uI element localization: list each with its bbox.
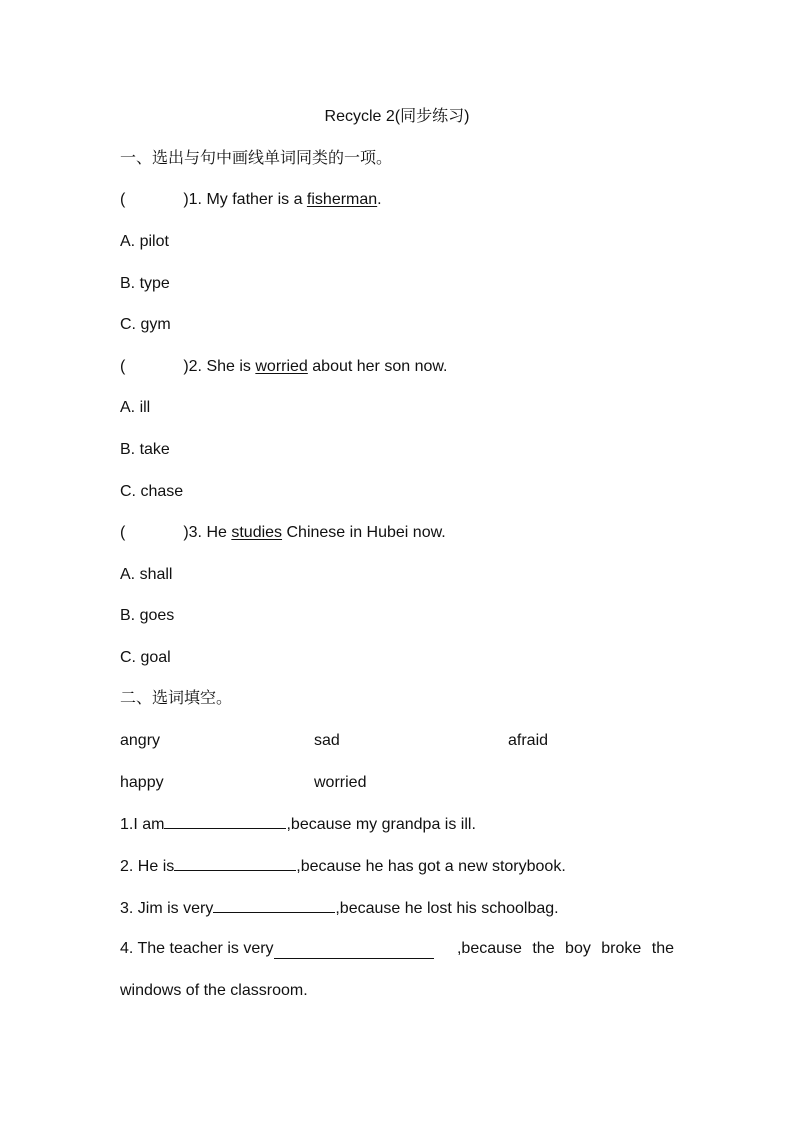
option-b: B. type xyxy=(120,275,170,292)
item-text-before: 1.I am xyxy=(120,816,165,833)
answer-blank[interactable] xyxy=(164,814,286,829)
item-text-after: ,because the boy broke the xyxy=(456,940,674,957)
question-2 xyxy=(120,357,447,377)
option-c: C. gym xyxy=(120,316,171,333)
option-b: B. take xyxy=(120,441,170,458)
underlined-word: fisherman xyxy=(306,191,378,208)
fill-item-3 xyxy=(120,898,559,919)
option-b: B. goes xyxy=(120,607,175,624)
fill-item-4 xyxy=(120,939,674,959)
item-text-before: 2. He is xyxy=(120,858,175,875)
section1-heading: 一、选出与句中画线单词同类的一项。 xyxy=(120,150,393,167)
option-c: C. chase xyxy=(120,483,184,500)
word-bank-word: angry xyxy=(120,732,161,749)
question-text: )2. She is xyxy=(183,358,256,375)
answer-blank[interactable] xyxy=(213,898,335,913)
question-text: )1. My father is a xyxy=(183,191,307,208)
item-text-after: ,because my grandpa is ill. xyxy=(286,816,476,833)
section2-heading: 二、选词填空。 xyxy=(120,690,233,707)
answer-paren-open: ( xyxy=(120,191,126,208)
item-text-after: ,because he lost his schoolbag. xyxy=(335,900,559,917)
word-bank-word: happy xyxy=(120,774,164,791)
underlined-word: worried xyxy=(255,358,308,375)
page-title: Recycle 2(同步练习) xyxy=(324,108,470,125)
fill-item-4-continuation: windows of the classroom. xyxy=(120,982,308,999)
question-tail: . xyxy=(377,191,382,208)
fill-item-2 xyxy=(120,856,566,877)
option-a: A. shall xyxy=(120,566,173,583)
option-a: A. pilot xyxy=(120,233,169,250)
word-bank-word: worried xyxy=(314,774,367,791)
question-1 xyxy=(120,190,382,210)
word-bank-row-1 xyxy=(120,731,674,751)
question-tail: about her son now. xyxy=(307,358,448,375)
answer-blank[interactable] xyxy=(274,944,434,959)
word-bank-word: sad xyxy=(314,732,340,749)
item-text-before: 3. Jim is very xyxy=(120,900,214,917)
word-bank-word: afraid xyxy=(508,732,549,749)
item-text-after: ,because he has got a new storybook. xyxy=(296,858,566,875)
answer-blank[interactable] xyxy=(174,856,296,871)
question-text: )3. He xyxy=(183,524,232,541)
word-bank-row-2 xyxy=(120,773,674,793)
fill-item-1 xyxy=(120,814,476,835)
question-tail: Chinese in Hubei now. xyxy=(282,524,446,541)
item-text-before: 4. The teacher is very xyxy=(120,940,274,957)
answer-paren-open: ( xyxy=(120,524,126,541)
option-c: C. goal xyxy=(120,649,171,666)
question-3 xyxy=(120,523,446,543)
answer-paren-open: ( xyxy=(120,358,126,375)
underlined-word: studies xyxy=(231,524,283,541)
option-a: A. ill xyxy=(120,399,151,416)
